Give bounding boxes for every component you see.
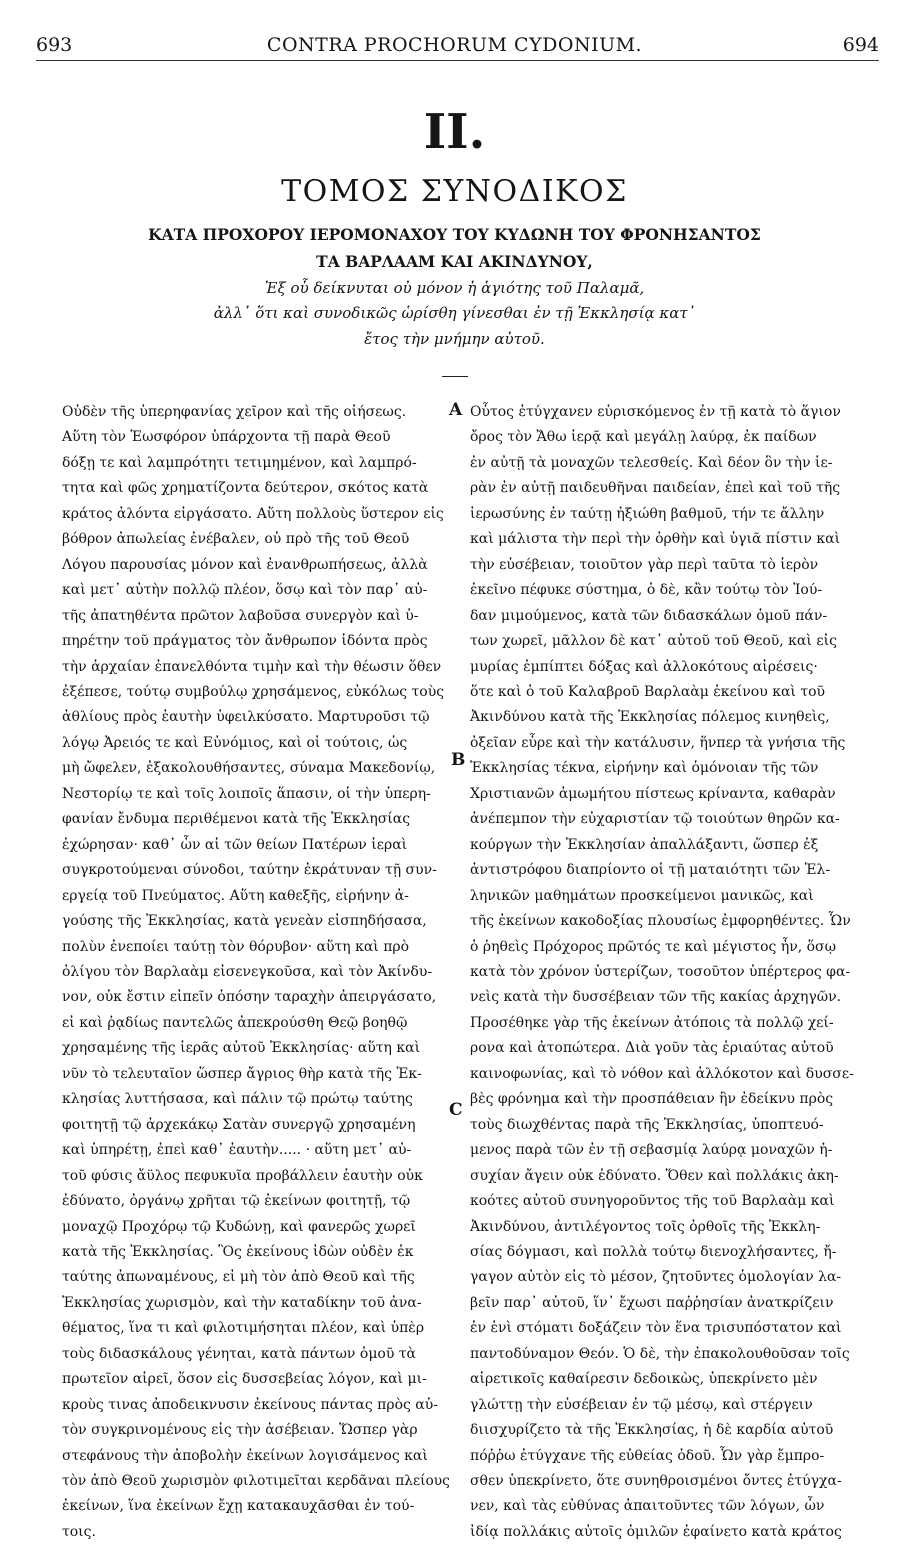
running-header [0,34,909,56]
text-line: ἐν ἑνὶ στόματι δοξάζειν τὸν ἕνα τρισυπόστατον καὶ [470,1320,842,1337]
text-line: βόθρον ἀπωλείας ἐνέβαλεν, οὐ πρὸ τῆς τοῦ Θεοῦ [62,531,410,548]
text-line: καὶ μάλιστα τὴν περὶ τὴν ὀρθὴν καὶ ὑγιᾶ πίστιν καὶ [470,531,841,548]
text-line: παντοδύναμον Θεόν. Ὁ δὲ, τὴν ἐπακολουθοῦσαν τοῖς [470,1345,850,1362]
text-line: καὶ ὑπηρέτῃ, ἐπεὶ καθ᾿ ἑαυτὴν..... · αὕτη μετ᾿ αὐ- [62,1142,412,1159]
text-line: συγκροτούμεναι σύνοδοι, ταύτην ἐκράτυναν τῇ συν- [62,862,437,879]
text-line: Αὕτη τὸν Ἑωσφόρον ὑπάρχοντα τῇ παρὰ Θεοῦ [62,429,391,446]
text-line: κροὺς τινας ἀποδεικνυσιν ἐκείνους πάντας πρὸς αὐ- [62,1396,438,1413]
subtitle-line-1: ΚΑΤΑ ΠΡΟΧΟΡΟΥ ΙΕΡΟΜΟΝΑΧΟΥ ΤΟΥ ΚΥΔΩΝΗ ΤΟΥ ΦΡΟΝΗΣΑΝΤΟΣ [148,225,761,244]
text-line: νεὶς κατὰ τὴν δυσσέβειαν τῶν τῆς κακίας ἀρχηγῶν. [470,989,842,1006]
text-line: αἱρετικοῖς καθαίρεσιν δεδοικὼς, ὑπεκρίνετο μὲν [470,1371,818,1388]
text-line: κατὰ τῆς Ἐκκλησίας. Ὃς ἐκείνους ἰδὼν οὐδὲν ἐκ [62,1243,414,1260]
text-line: πηρέτην τοῦ πράγματος τὸν ἄνθρωπον ἰδόντα πρὸς [62,633,428,650]
text-line: καὶ μετ᾿ αὐτὴν πολλῷ πλέον, ὅσῳ καὶ τὸν παρ᾿ αὐ- [62,582,428,599]
text-line: ρὰν ἐν αὐτῇ παιδευθῆναι παιδείαν, ἐπεὶ καὶ τοῦ τῆς [470,480,841,497]
text-line: φανίαν ἔνδυμα περιθέμενοι κατὰ τῆς Ἐκκλησίας [62,811,411,828]
text-line: πολὺν ἐνεποίει ταύτῃ τὸν θόρυβον· αὕτη καὶ πρὸ [62,938,410,955]
margin-mark-c: C [449,1100,463,1120]
text-line: ἐξέπεσε, τούτῳ συμβούλῳ χρησάμενος, εὐκόλως τοὺς [62,683,445,700]
text-line: γούσης τῆς Ἐκκλησίας, κατὰ γενεὰν εἰσπηδήσασα, [62,913,427,930]
text-line: κοότες αὐτοῦ συνηγοροῦντος τῆς τοῦ Βαρλαὰμ καὶ [470,1193,835,1210]
italic-note-line-3: ἔτος τὴν μνήμην αὐτοῦ. [364,330,545,348]
text-line: ἐχώρησαν· καθ᾿ ὧν αἱ τῶν θείων Πατέρων ἱεραὶ [62,836,408,853]
text-line: φοιτητῇ τῷ ἀρχεκάκῳ Σατὰν συνεργῷ χρησαμένη [62,1116,416,1133]
text-line: Ἐκκλησίας χωρισμὸν, καὶ τὴν καταδίκην τοῦ ἀνα- [62,1294,422,1311]
text-line: ἀθλίους πρὸς ἑαυτὴν ὑφειλκύσατο. Μαρτυροῦσι τῷ [62,709,430,726]
text-line: σθεν ὑπεκρίνετο, ὅτε συνηθροισμένοι ὄντες ἐτύγχα- [470,1473,842,1490]
text-line: ληνικῶν μαθημάτων προσκείμενοι μανικῶς, καὶ [470,887,814,904]
text-line: Νεστορίῳ τε καὶ τοῖς λοιποῖς ἅπασιν, οἱ τὴν ὑπερη- [62,785,431,802]
text-line: τὴν εὐσέβειαν, τοιοῦτον γὰρ περὶ ταῦτα τὸ ἱερὸν [470,556,819,573]
text-line: τοῦ φύσις ἄϋλος πεφυκυῖα προβάλλειν ἑαυτὴν οὐκ [62,1167,423,1184]
text-line: νῦν τὸ τελευταῖον ὥσπερ ἄγριος θὴρ κατὰ τῆς Ἐκ- [62,1065,422,1082]
text-line: συχίαν ἄγειν οὐκ ἐδύνατο. Ὅθεν καὶ πολλάκις ἀκη- [470,1167,839,1184]
text-line: ἰδίᾳ πολλάκις αὐτοῖς ὁμιλῶν ἐφαίνετο κατὰ κράτος [470,1523,842,1540]
header-rule [36,60,879,61]
text-line: ὁ ῥηθεὶς Πρόχορος πρῶτός τε καὶ μέγιστος ἦν, ὅσῳ [470,938,837,955]
subtitle-line-2: ΤΑ ΒΑΡΛΑΑΜ ΚΑΙ ΑΚΙΝΔΥΝΟΥ, [316,252,593,271]
text-line: καινοφωνίας, καὶ τὸ νόθον καὶ ἀλλόκοτον καὶ δυσσε- [470,1065,854,1082]
text-line: ὅτε καὶ ὁ τοῦ Καλαβροῦ Βαρλαὰμ ἐκείνου καὶ τοῦ [470,683,826,700]
text-line: μενος παρὰ τῶν ἐν τῇ σεβασμίᾳ λαύρᾳ μοναχῶν ἡ- [470,1142,833,1159]
text-line: εργείᾳ τοῦ Πνεύματος. Αὕτη καθεξῆς, εἰρήνην ἀ- [62,887,409,904]
page-number-left: 693 [36,34,73,56]
text-line: κατὰ τὸν χρόνον ὑστερίζων, τοσοῦτον ὑπέρτερος φα- [470,963,851,980]
margin-mark-a: A [449,400,463,420]
text-line: ταύτης ἀπωναμένους, εἰ μὴ τὸν ἀπὸ Θεοῦ καὶ τῆς [62,1269,415,1286]
text-line: κλησίας λυττήσασα, καὶ πάλιν τῷ πρώτῳ ταύτης [62,1091,413,1108]
text-line: ἀντιστρόφου διαπρίοντο οἱ τῇ ματαιότητι τῶν Ἑλ- [470,862,831,879]
separator-dash [442,376,468,377]
text-line: τοὺς διδασκάλους γένηται, κατὰ πάντων ὁμοῦ τὰ [62,1345,417,1362]
text-line: δαν μιμούμενος, κατὰ τῶν διδασκάλων ὁμοῦ πάν- [470,607,828,624]
text-line: μὴ ὤφελεν, ἐξακολουθήσαντες, σύναμα Μακεδονίῳ, [62,760,436,777]
text-line: Οὐδὲν τῆς ὑπερηφανίας χεῖρον καὶ τῆς οἰήσεως. [62,404,407,420]
text-line: ἐκείνων, ἵνα ἐκείνων ἔχῃ κατακαυχᾶσθαι ἐν τού- [62,1498,415,1515]
text-line: τοις. [62,1523,96,1540]
text-line: πόῤῥω ἐτύγχανε τῆς εὐθείας ὁδοῦ. Ὧν γὰρ ἔμπρο- [470,1447,825,1464]
text-line: γλώττῃ τὴν εὐσέβειαν ἐν τῷ μέσῳ, καὶ στέργειν [470,1396,813,1413]
text-line: ρονα καὶ ἀτοπώτερα. Διὰ γοῦν τὰς ἐριαύτας αὐτοῦ [470,1040,834,1057]
text-line: τῆς ἐκείνων κακοδοξίας πλουσίως ἐμφορηθέντες. Ὧν [470,913,851,930]
text-line: ἱερωσύνης ἐν ταύτῃ ἠξιώθη βαθμοῦ, τήν τε ἄλλην [470,505,825,522]
text-line: τητα καὶ φῶς χρηματίζοντα δεύτερον, σκότος κατὰ [62,480,429,497]
text-line: βὲς φρόνημα καὶ τὴν προσπάθειαν ἣν ἐδείκνυ πρὸς [470,1091,834,1108]
right-column [470,400,878,1545]
text-line: Οὗτος ἐτύγχανεν εὑρισκόμενος ἐν τῇ κατὰ τὸ ἅγιον [470,404,841,420]
text-line: ὀξεῖαν εὗρε καὶ τὴν κατάλυσιν, ἥνπερ τὰ γνήσια τῆς [470,734,846,751]
text-line: ἐν αὐτῇ τὰ μοναχῶν τελεσθείς. Καὶ δέον ὃν τὴν ἱε- [470,454,833,471]
text-line: κούργων τὴν Ἐκκλησίαν ἀπαλλάξαντι, ὥσπερ ἐξ [470,836,819,853]
text-line: Ἐκκλησίας τέκνα, εἰρήνην καὶ ὁμόνοιαν τῆς τῶν [470,760,819,777]
text-line: ὄρος τὸν Ἄθω ἱερᾷ καὶ μεγάλῃ λαύρᾳ, ἐκ παίδων [470,429,817,446]
text-line: Ἀκινδύνου, ἀντιλέγοντος τοῖς ὀρθοῖς τῆς Ἐκκλη- [470,1218,821,1235]
text-line: μοναχῷ Προχόρῳ τῷ Κυδώνῃ, καὶ φανερῶς χωρεῖ [62,1218,416,1235]
text-line: ἀνέπεμπον τὴν εὐχαριστίαν τῷ τοιούτων θηρῶν κα- [470,811,840,828]
text-line: τοὺς διωχθέντας παρὰ τῆς Ἐκκλησίας, ὑποπτευό- [470,1116,824,1133]
italic-note-line-2: ἀλλ᾿ ὅτι καὶ συνοδικῶς ὡρίσθη γίνεσθαι ἐν τῇ Ἐκκλησίᾳ κατ᾿ [213,304,696,322]
document-title: ΤΟΜΟΣ ΣΥΝΟΔΙΚΟΣ [281,174,628,209]
text-line: των χωρεῖ, μᾶλλον δὲ κατ᾿ αὐτοῦ τοῦ Θεοῦ, καὶ εἰς [470,633,837,650]
text-line: Λόγου παρουσίας μόνον καὶ ἐνανθρωπήσεως, ἀλλὰ [62,556,428,573]
text-line: τῆς ἀπατηθέντα πρῶτον λαβοῦσα συνεργὸν καὶ ὑ- [62,607,419,624]
text-line: χρησαμένης τῆς ἱερᾶς αὐτοῦ Ἐκκλησίας· αὕτη καὶ [62,1040,421,1057]
text-line: μυρίας ἐμπίπτει δόξας καὶ ἀλλοκότους αἱρέσεις· [470,658,818,675]
section-numeral: II. [423,104,486,160]
text-line: Ἀκινδύνου κατὰ τῆς Ἐκκλησίας πόλεμος κινηθεὶς, [470,709,830,726]
margin-mark-b: B [451,750,466,770]
text-line: τὸν συγκρινομένους εἰς τὴν ἀσέβειαν. Ὥσπερ γὰρ [62,1422,418,1439]
text-line: νον, οὐκ ἔστιν εἰπεῖν ὁπόσην ταραχὴν ἀπειργάσατο, [62,989,437,1006]
text-line: σίας δόγμασι, καὶ πολλὰ τούτῳ διενοχλήσαντες, ἤ- [470,1243,837,1260]
text-line: Χριστιανῶν ἀμωμήτου πίστεως κρίναντα, καθαρὰν [470,785,836,802]
text-line: διισχυρίζετο τὰ τῆς Ἐκκλησίας, ἡ δὲ καρδία αὐτοῦ [470,1422,834,1439]
text-line: στεφάνους τὴν ἀποβολὴν ἐκείνων λογισάμενος καὶ [62,1447,428,1464]
text-line: ἐκεῖνο πέφυκε σύστημα, ὁ δὲ, κἂν τούτῳ τὸν Ἰού- [470,582,823,599]
text-line: γαγον αὐτὸν εἰς τὸ μέσον, ζητοῦντες ὁμολογίαν λα- [470,1269,842,1286]
text-line: Προσέθηκε γὰρ τῆς ἐκείνων ἀτόποις τὰ πολλῷ χεί- [470,1014,834,1031]
running-title: CONTRA PROCHORUM CYDONIUM. [266,34,643,56]
text-line: κράτος ἀλόντα εἰργάσατο. Αὕτη πολλοὺς ὕστερον εἰς [62,505,444,522]
italic-note-line-1: Ἐξ οὗ δείκνυται οὐ μόνον ἡ ἁγιότης τοῦ Παλαμᾶ, [264,279,645,297]
left-column [62,400,450,1545]
text-line: τὴν ἀρχαίαν ἐπανελθόντα τιμὴν καὶ τὴν θέωσιν ὅθεν [62,658,442,675]
page-number-right: 694 [842,34,879,56]
text-line: νεν, καὶ τὰς εὐθύνας ἀπαιτοῦντες τῶν λόγων, ὧν [470,1498,825,1515]
text-line: πρωτεῖον αἱρεῖ, ὅσον εἰς δυσσεβείας λόγον, καὶ μι- [62,1371,427,1388]
text-line: θέματος, ἵνα τι καὶ φιλοτιμήσηται πλέον, καὶ ὑπὲρ [62,1320,425,1337]
text-line: ὀλίγου τὸν Βαρλαὰμ εἰσενεγκοῦσα, καὶ τὸν Ἀκίνδυ- [62,963,433,980]
text-line: τὸν ἀπὸ Θεοῦ χωρισμὸν φιλοτιμεῖται κερδᾶναι πλείους [62,1473,450,1490]
text-line: βεῖν παρ᾿ αὐτοῦ, ἵν᾿ ἔχωσι παῤῥησίαν ἀνατκρίζειν [470,1294,834,1311]
text-line: λόγῳ Ἀρειός τε καὶ Εὐνόμιος, καὶ οἱ τούτοις, ὡς [62,734,408,751]
text-line: ἐδύνατο, ὀργάνῳ χρῆται τῷ ἐκείνων φοιτητῇ, τῷ [62,1193,411,1210]
text-line: δόξῃ τε καὶ λαμπρότητι τετιμημένον, καὶ λαμπρό- [62,454,417,471]
text-line: εἰ καὶ ῥᾳδίως παντελῶς ἀπεκρούσθη Θεῷ βοηθῷ [62,1014,408,1031]
